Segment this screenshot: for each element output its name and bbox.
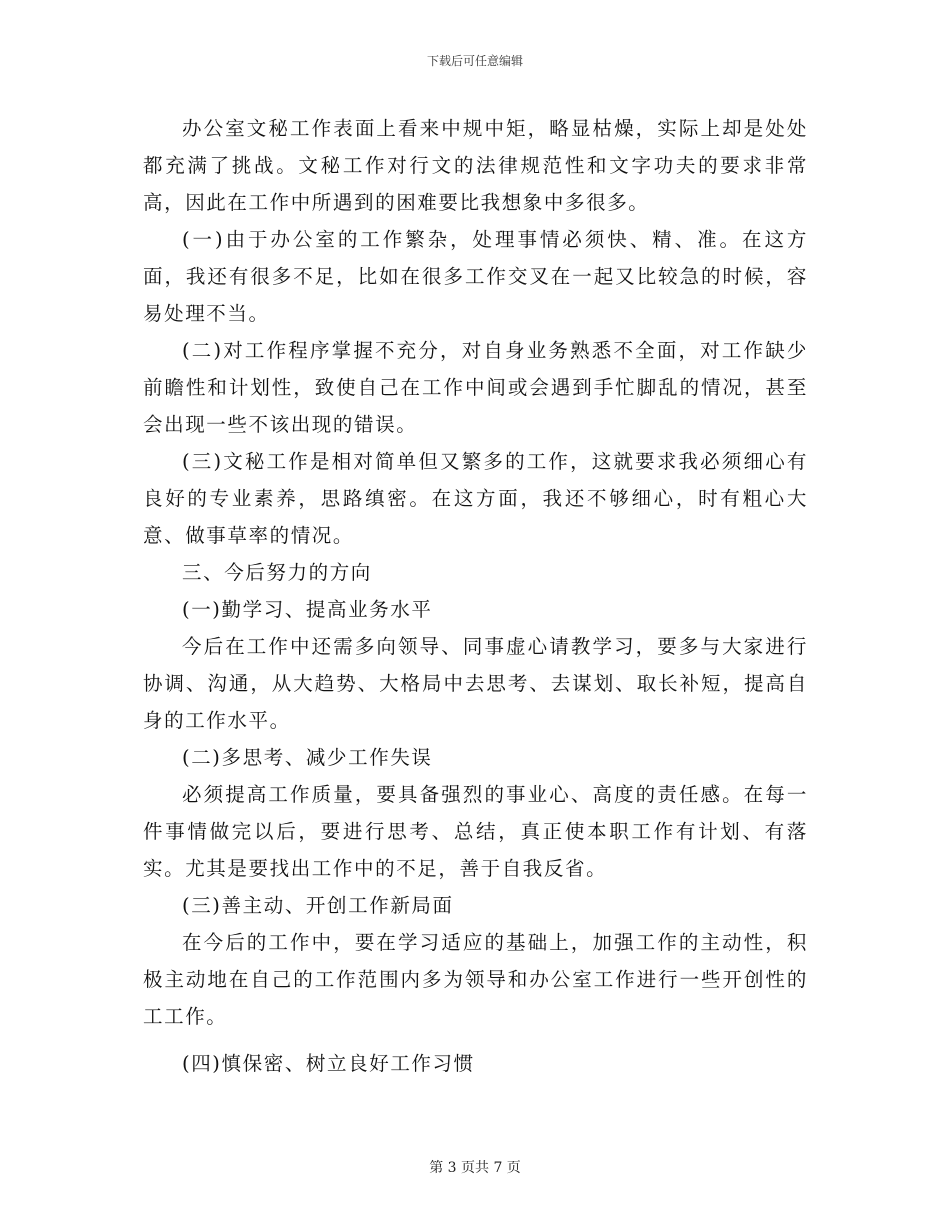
- paragraph-think: 必须提高工作质量，要具备强烈的事业心、高度的责任感。在每一件事情做完以后，要进行思考、总结，真正使本职工作有计划、有落实。尤其是要找出工作中的不足，善于自我反省。: [143, 783, 808, 880]
- paragraph-initiative: 在今后的工作中，要在学习适应的基础上，加强工作的主动性，积极主动地在自己的工作范围内多为领导和办公室工作进行一些开创性的工工作。: [143, 931, 808, 1028]
- paragraph-issue-2: (二)对工作程序掌握不充分，对自身业务熟悉不全面，对工作缺少前瞻性和计划性，致使自己在工作中间或会遇到手忙脚乱的情况，甚至会出现一些不该出现的错误。: [143, 339, 808, 436]
- subheading-think: (二)多思考、减少工作失误: [182, 746, 433, 769]
- paragraph-study: 今后在工作中还需多向领导、同事虚心请教学习，要多与大家进行协调、沟通，从大趋势、大格局中去思考、去谋划、取长补短，提高自身的工作水平。: [143, 635, 808, 732]
- section-heading-direction: 三、今后努力的方向: [182, 561, 372, 584]
- paragraph-issue-3: (三)文秘工作是相对简单但又繁多的工作，这就要求我必须细心有良好的专业素养，思路缜密。在这方面，我还不够细心，时有粗心大意、做事草率的情况。: [143, 450, 808, 547]
- subheading-study: (一)勤学习、提高业务水平: [182, 598, 433, 621]
- subheading-confidentiality: (四)慎保密、树立良好工作习惯: [182, 1052, 475, 1075]
- page-header: 下载后可任意编辑: [426, 54, 523, 68]
- paragraph-intro: 办公室文秘工作表面上看来中规中矩，略显枯燥，实际上却是处处都充满了挑战。文秘工作对行文的法律规范性和文字功夫的要求非常高，因此在工作中所遇到的困难要比我想象中多很多。: [143, 117, 808, 214]
- page-footer: 第 3 页共 7 页: [429, 1160, 521, 1176]
- document-body: [143, 110, 808, 1082]
- subheading-initiative: (三)善主动、开创工作新局面: [182, 894, 454, 917]
- paragraph-issue-1: (一)由于办公室的工作繁杂，处理事情必须快、精、准。在这方面，我还有很多不足，比如在很多工作交叉在一起又比较急的时候，容易处理不当。: [143, 228, 808, 325]
